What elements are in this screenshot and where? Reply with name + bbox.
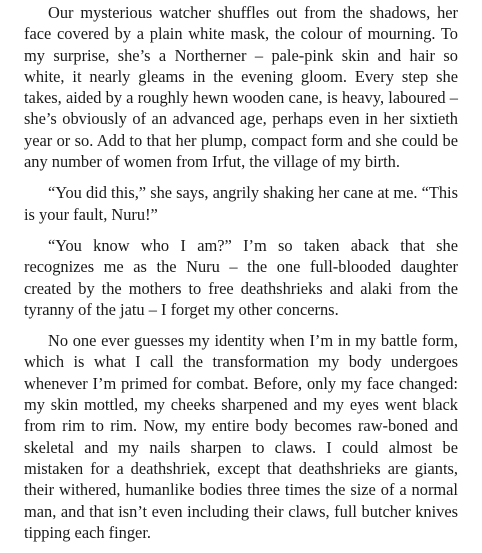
paragraph-watcher-description: Our mysterious watcher shuffles out from the shadows, her face covered by a plain white mask, the colour of mourning. To my surprise, she’s a Northerner – pale-pink skin and hair so white, it nearly gleams in the evening gloom. Every step she takes, aided by a roughly hewn wooden cane, is heavy, laboured – she’s obviously of an advanced age, perhaps even in her sixtieth year or so. Add to that her plump, compact form and she could be any number of women from Irfut, the village of my birth. — [24, 3, 458, 172]
paragraph-battle-form: No one ever guesses my identity when I’m in my battle form, which is what I call the transformation my body undergoes whenever I’m primed for combat. Before, only my face changed: my skin mottled, my cheeks sharpened and my eyes went black from rim to rim. Now, my entire body becomes raw-boned and skeletal and my nails sharpen to claws. I could almost be mistaken for a deathshriek, except that deathshrieks are giants, their withered, humanlike bodies three times the size of a normal man, and that isn’t even including their claws, full butcher knives tipping each finger. — [24, 331, 458, 542]
paragraph-nuru-recognition: “You know who I am?” I’m so taken aback that she recognizes me as the Nuru – the one full-blooded daughter created by the mothers to free deathshrieks and alaki from the tyranny of the jatu – I forget my other concerns. — [24, 235, 458, 319]
paragraph-watcher-accusation: “You did this,” she says, angrily shaking her cane at me. “This is your fault, Nuru!” — [24, 183, 458, 224]
book-page — [24, 2, 458, 553]
